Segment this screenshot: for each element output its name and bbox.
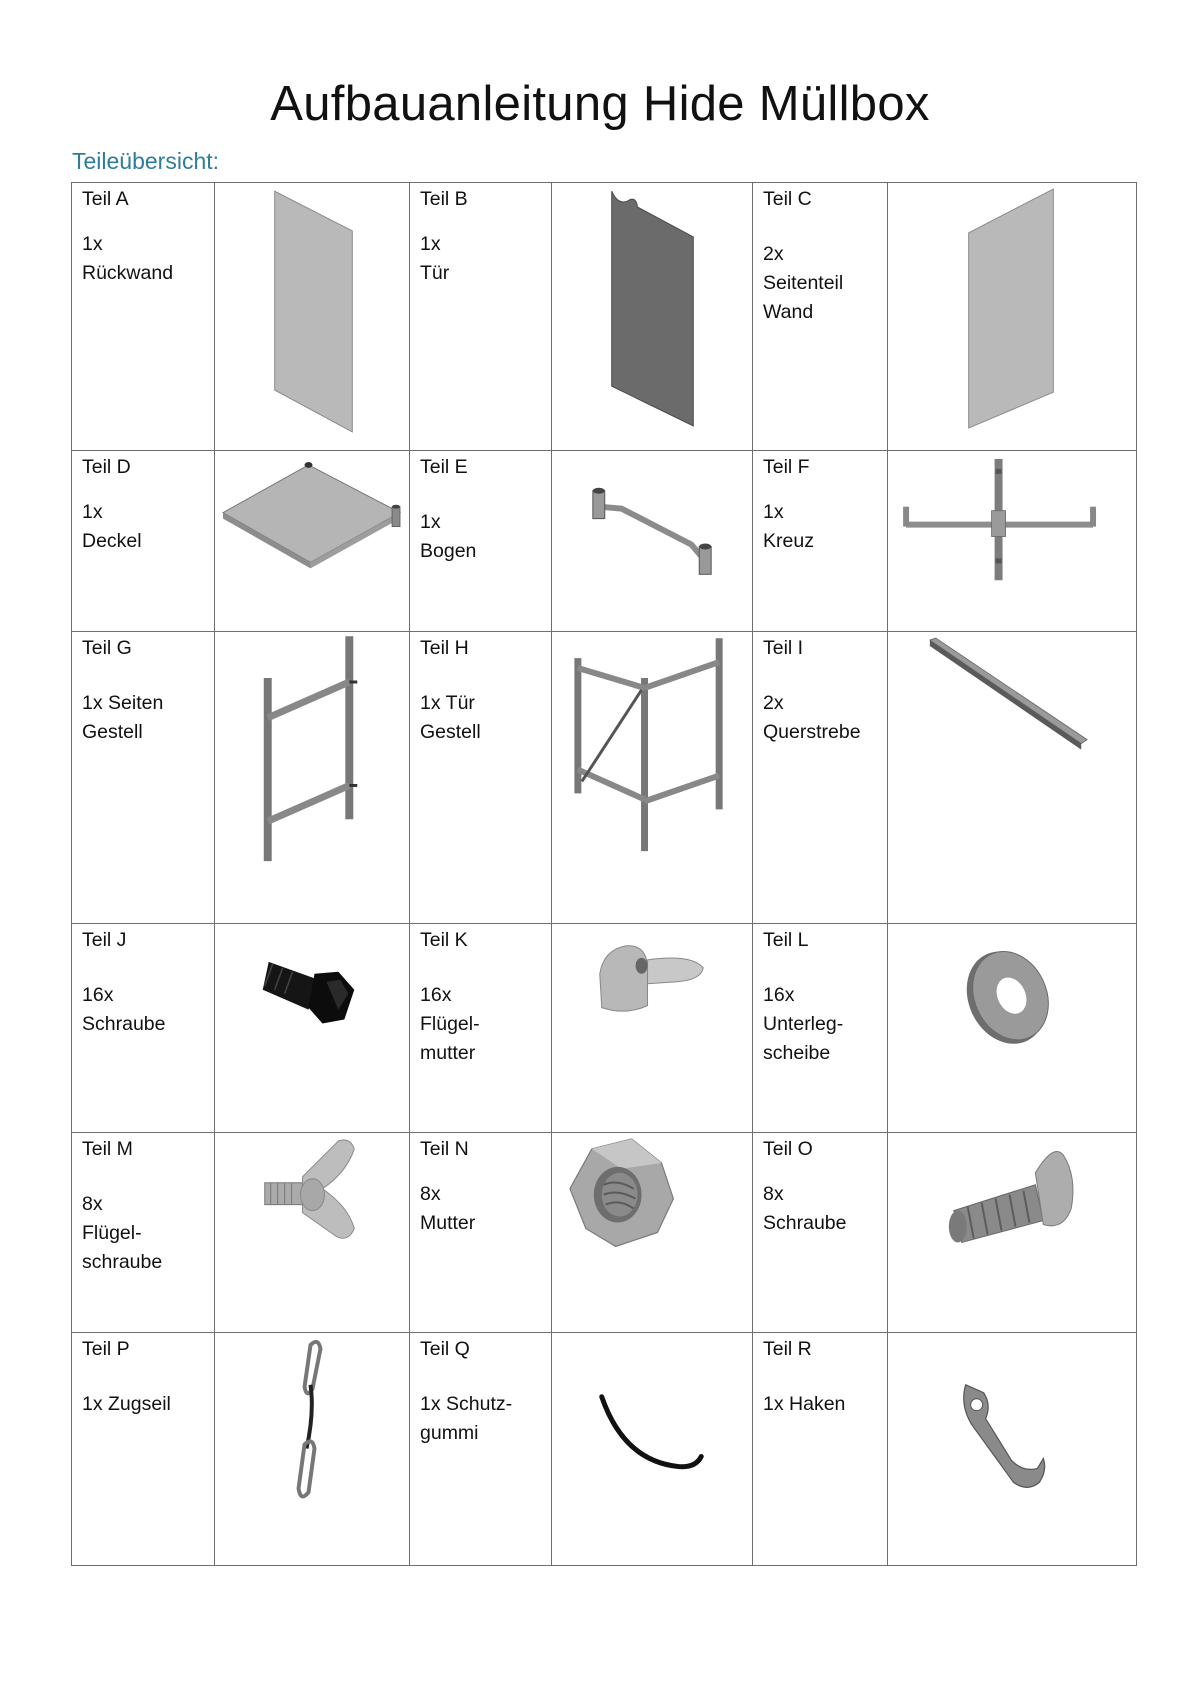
part-cell-m [72, 1133, 215, 1333]
part-cell-a [72, 183, 215, 451]
part-name-2: schraube [82, 1251, 163, 1273]
part-name: Rückwand [82, 262, 174, 284]
part-name: Gestell [420, 721, 481, 743]
section-heading: Teileübersicht: [72, 148, 220, 174]
part-image-j [215, 924, 410, 1133]
part-image-o [888, 1133, 1137, 1333]
part-cell-g [72, 632, 215, 924]
part-cell-q [410, 1333, 552, 1566]
part-image-f [888, 451, 1137, 632]
part-qty: 1x [763, 501, 784, 523]
table-row [72, 1333, 1137, 1566]
part-cell-l [753, 924, 888, 1133]
table-row [72, 183, 1137, 451]
part-image-i [888, 632, 1137, 924]
side-frame-icon [215, 632, 409, 923]
part-label: Teil C [763, 188, 812, 210]
part-label: Teil I [763, 637, 804, 659]
part-name: Deckel [82, 530, 142, 552]
part-cell-e [410, 451, 552, 632]
part-label: Teil F [763, 456, 810, 478]
part-name: Unterleg- [763, 1013, 844, 1035]
part-image-e [552, 451, 753, 632]
table-row [72, 1133, 1137, 1333]
page-title: Aufbauanleitung Hide Müllbox [270, 77, 930, 131]
part-name: Tür [420, 262, 450, 284]
part-cell-c [753, 183, 888, 451]
part-name: Querstrebe [763, 721, 861, 743]
part-cell-k [410, 924, 552, 1133]
part-name: Schraube [763, 1212, 847, 1234]
part-qty: 16x [82, 984, 114, 1006]
part-cell-o [753, 1133, 888, 1333]
door-panel-icon [552, 183, 752, 450]
side-wall-panel-icon [888, 183, 1136, 450]
part-qty: 2x [763, 692, 784, 714]
pull-cable-icon [215, 1333, 409, 1565]
part-label: Teil N [420, 1138, 469, 1160]
part-label: Teil B [420, 188, 468, 210]
part-name: Kreuz [763, 530, 814, 552]
wing-nut-icon [552, 924, 752, 1132]
part-cell-r [753, 1333, 888, 1566]
part-qty: 8x [82, 1193, 103, 1215]
part-name-2: Wand [763, 301, 814, 323]
part-image-c [888, 183, 1137, 451]
part-qty: 1x [420, 233, 441, 255]
part-image-p [215, 1333, 410, 1566]
part-name: gummi [420, 1422, 479, 1444]
part-name-2: scheibe [763, 1042, 831, 1064]
part-name: Mutter [420, 1212, 476, 1234]
part-label: Teil P [82, 1338, 130, 1360]
part-label: Teil Q [420, 1338, 470, 1360]
part-label: Teil M [82, 1138, 133, 1160]
part-image-l [888, 924, 1137, 1133]
part-qty: 16x [763, 984, 795, 1006]
part-name: Flügel- [420, 1013, 480, 1035]
arc-bar-icon [552, 451, 752, 631]
part-name-2: mutter [420, 1042, 476, 1064]
part-qty: 1x [82, 501, 103, 523]
part-qty: 1x [420, 511, 441, 533]
rubber-seal-icon [552, 1333, 752, 1565]
part-cell-d [72, 451, 215, 632]
part-label: Teil O [763, 1138, 813, 1160]
back-wall-panel-icon [215, 183, 409, 450]
lid-icon [215, 451, 409, 631]
cross-bracket-icon [888, 451, 1136, 631]
part-image-h [552, 632, 753, 924]
part-qty: 16x [420, 984, 452, 1006]
part-image-g [215, 632, 410, 924]
part-qty-name: 1x Seiten [82, 692, 164, 714]
part-qty-name: 1x Haken [763, 1393, 846, 1415]
part-name: Seitenteil [763, 272, 844, 294]
part-cell-p [72, 1333, 215, 1566]
part-label: Teil E [420, 456, 468, 478]
part-image-q [552, 1333, 753, 1566]
part-label: Teil K [420, 929, 468, 951]
table-row [72, 632, 1137, 924]
screw-icon [215, 924, 409, 1132]
part-name: Schraube [82, 1013, 166, 1035]
part-cell-i [753, 632, 888, 924]
part-cell-h [410, 632, 552, 924]
part-name: Gestell [82, 721, 143, 743]
part-cell-n [410, 1133, 552, 1333]
part-label: Teil R [763, 1338, 812, 1360]
part-cell-f [753, 451, 888, 632]
part-image-n [552, 1133, 753, 1333]
part-image-b [552, 183, 753, 451]
part-label: Teil L [763, 929, 809, 951]
part-label: Teil D [82, 456, 131, 478]
cross-strut-icon [888, 632, 1136, 923]
part-label: Teil A [82, 188, 129, 210]
table-row [72, 451, 1137, 632]
parts-table [71, 182, 1137, 1566]
part-label: Teil J [82, 929, 127, 951]
part-qty: 8x [763, 1183, 784, 1205]
part-qty-name: 1x Schutz- [420, 1393, 513, 1415]
part-image-k [552, 924, 753, 1133]
part-qty-name: 1x Tür [420, 692, 475, 714]
part-image-a [215, 183, 410, 451]
part-image-m [215, 1133, 410, 1333]
part-image-r [888, 1333, 1137, 1566]
countersunk-screw-icon [888, 1133, 1136, 1332]
washer-icon [888, 924, 1136, 1132]
part-label: Teil H [420, 637, 469, 659]
hex-nut-icon [552, 1133, 752, 1332]
part-qty: 8x [420, 1183, 441, 1205]
part-qty-name: 1x Zugseil [82, 1393, 171, 1415]
door-frame-icon [552, 632, 752, 923]
part-qty: 1x [82, 233, 103, 255]
hook-icon [888, 1333, 1136, 1565]
part-name: Flügel- [82, 1222, 142, 1244]
part-name: Bogen [420, 540, 477, 562]
part-label: Teil G [82, 637, 132, 659]
table-row [72, 924, 1137, 1133]
part-image-d [215, 451, 410, 632]
part-cell-b [410, 183, 552, 451]
wing-screw-icon [215, 1133, 409, 1332]
part-qty: 2x [763, 243, 784, 265]
part-cell-j [72, 924, 215, 1133]
